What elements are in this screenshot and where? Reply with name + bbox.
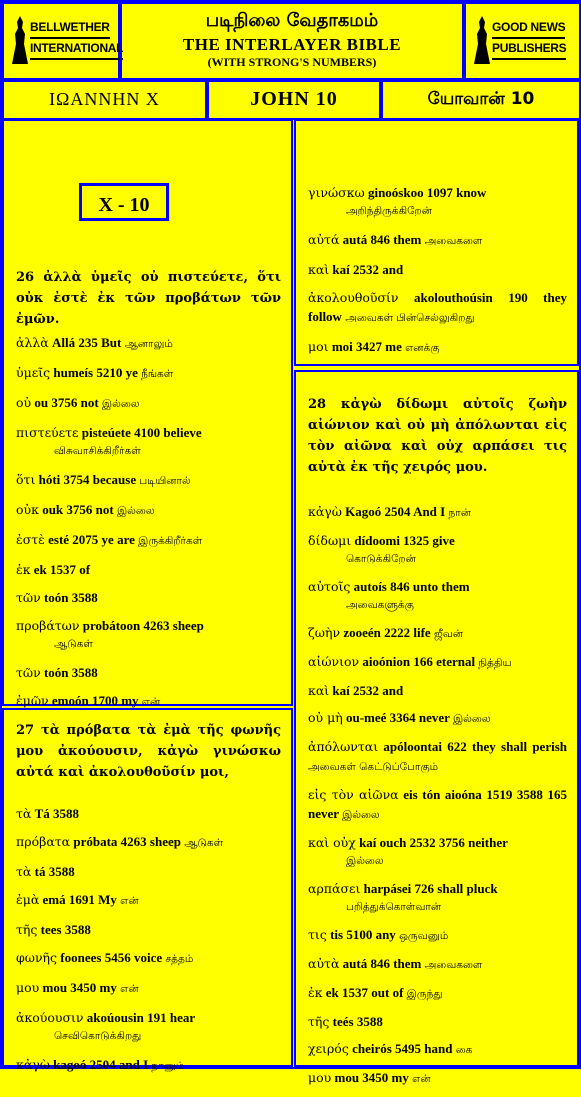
left-logo-line1: BELLWETHER	[30, 18, 110, 39]
greek-word: προβάτων	[16, 618, 80, 633]
word-entry	[308, 1068, 567, 1089]
transliteration-gloss: humeís 5210 ye	[50, 365, 142, 380]
word-entry	[308, 260, 567, 279]
transliteration-gloss: autoís 846 unto them	[350, 579, 470, 594]
verse-27-text: 27 τὰ πρόβατα τὰ ἐμὰ τῆς φωνῆς μου ἀκούουσιν, κἀγὼ γινώσκω αὐτά καὶ ἀκολουθοῦσίν μοι,	[16, 723, 281, 780]
greek-word: ἀλλὰ	[16, 335, 49, 350]
transliteration-gloss: moi 3427 me	[328, 339, 406, 354]
good-news-statue-icon	[472, 14, 492, 66]
greek-word: ζωὴν	[308, 625, 341, 640]
transliteration-gloss: ek 1537 out of	[322, 985, 407, 1000]
title-english: THE INTERLAYER BIBLE	[182, 35, 402, 54]
tamil-gloss: நான்	[448, 507, 471, 519]
transliteration-gloss: tis 5100 any	[326, 927, 400, 942]
word-entry	[308, 737, 567, 777]
word-entry	[308, 983, 567, 1004]
greek-word: τῶν	[16, 665, 41, 680]
word-entry	[16, 423, 281, 461]
word-entry	[16, 1055, 281, 1076]
word-entry	[16, 500, 281, 521]
greek-word: κἀγὼ	[16, 1057, 50, 1072]
tamil-gloss: எனக்கு	[405, 342, 440, 354]
word-entry	[16, 530, 281, 551]
word-entry	[16, 948, 281, 969]
word-entry	[308, 925, 567, 946]
verse-26-text: 26 ἀλλὰ ὑμεῖς οὐ πιστεύετε, ὅτι οὐκ ἐστὲ ἐκ τῶν προβάτων τῶν ἐμῶν.	[16, 270, 281, 327]
word-entry	[16, 920, 281, 939]
transliteration-gloss: harpásei 726 shall pluck	[360, 881, 498, 896]
word-entry	[16, 393, 281, 414]
greek-word: τῆς	[308, 1014, 330, 1029]
transliteration-gloss: kagoó 2504 and I	[49, 1057, 152, 1072]
tamil-gloss: என்	[412, 1073, 431, 1085]
greek-word: αἰώνιον	[308, 654, 360, 669]
reference-english: JOHN 10	[207, 80, 381, 120]
transliteration-gloss: toón 3588	[40, 590, 98, 605]
greek-word: τῶν	[16, 590, 41, 605]
tamil-gloss: ஒருவனும்	[399, 930, 449, 942]
word-entry	[308, 577, 567, 615]
tamil-gloss: நானும்	[151, 1060, 185, 1072]
greek-word: τις	[308, 927, 327, 942]
greek-word: ὅτι	[16, 472, 36, 487]
transliteration-gloss: esté 2075 ye are	[44, 532, 139, 547]
tamil-gloss: நித்திய	[478, 657, 512, 669]
tamil-gloss: படியினால்	[139, 475, 191, 487]
greek-word: φωνῆς	[16, 950, 58, 965]
tamil-gloss: இல்லை	[101, 398, 140, 410]
transliteration-gloss: autá 846 them	[339, 956, 425, 971]
greek-word: τὰ	[16, 806, 32, 821]
title-subtitle: (WITH STRONG'S NUMBERS)	[207, 55, 377, 69]
right-logo-line2: PUBLISHERS	[492, 39, 566, 60]
word-entry	[16, 890, 281, 911]
word-entry	[308, 1039, 567, 1060]
greek-word: οὐ	[16, 395, 32, 410]
greek-word: εἰς τὸν αἰῶνα	[308, 787, 399, 802]
transliteration-gloss: tees 3588	[37, 922, 91, 937]
right-logo-line1: GOOD NEWS	[492, 18, 565, 39]
verse-28-text: 28 κἀγὼ δίδωμι αὐτοῖς ζωὴν αἰώνιον καὶ οὐ μὴ ἀπόλωνται εἰς τὸν αἰῶνα καὶ οὐχ αρπάσει τις αὐτὰ ἐκ τῆς χειρός μου.	[308, 397, 567, 475]
transliteration-gloss: ouk 3756 not	[38, 502, 117, 517]
transliteration-gloss: tá 3588	[31, 864, 75, 879]
tamil-gloss: கொடுக்கிறேன்	[346, 553, 416, 565]
word-entry	[308, 183, 567, 221]
tamil-gloss: இல்லை	[116, 505, 155, 517]
transliteration-gloss: Tá 3588	[31, 806, 80, 821]
transliteration-gloss: apóloontai 622 they shall perish	[378, 739, 567, 754]
word-entry	[16, 862, 281, 881]
greek-word: αρπάσει	[308, 881, 361, 896]
word-entry	[308, 708, 567, 729]
greek-word: πιστεύετε	[16, 425, 79, 440]
transliteration-gloss: teés 3588	[329, 1014, 383, 1029]
transliteration-gloss: cheirós 5495 hand	[348, 1041, 456, 1056]
transliteration-gloss: aioónion 166 eternal	[359, 654, 479, 669]
greek-word: τῆς	[16, 922, 38, 937]
left-logo-line2: INTERNATIONAL	[30, 39, 123, 60]
greek-word: καὶ οὐχ	[308, 835, 356, 850]
verse-27-continued-panel	[294, 119, 579, 366]
word-entry	[308, 785, 567, 825]
transliteration-gloss: hóti 3754 because	[35, 472, 140, 487]
greek-word: πρόβατα	[16, 834, 71, 849]
transliteration-gloss: mou 3450 my	[331, 1070, 413, 1085]
greek-word: ἐκ	[308, 985, 323, 1000]
greek-word: αὐτοῖς	[308, 579, 351, 594]
word-entry	[16, 616, 281, 654]
transliteration-gloss: ou-meé 3364 never	[342, 710, 453, 725]
greek-word: μου	[308, 1070, 332, 1085]
tamil-gloss: இல்லை	[346, 855, 384, 867]
word-entry	[308, 230, 567, 251]
word-entry	[16, 804, 281, 823]
tamil-gloss: ஆடுகள்	[184, 837, 224, 849]
greek-word: αὐτὰ	[308, 956, 340, 971]
good-news-logo	[464, 2, 581, 80]
word-entry	[16, 333, 281, 354]
chapter-box: X - 10	[79, 183, 169, 221]
tamil-gloss: ஆனாலும்	[124, 338, 173, 350]
greek-word: καὶ	[308, 262, 330, 277]
tamil-gloss: இல்லை	[342, 809, 380, 821]
header	[2, 2, 579, 80]
greek-word: ἐμῶν	[16, 693, 49, 708]
word-entry	[308, 954, 567, 975]
tamil-gloss: அவைகளை	[424, 959, 483, 971]
word-entry	[16, 363, 281, 384]
verse-26-panel	[2, 119, 293, 706]
transliteration-gloss: eis tón aioóna 1519 3588 165 never	[308, 787, 567, 821]
word-entry	[308, 337, 567, 358]
greek-word: ἀκολουθοῦσίν	[308, 290, 399, 305]
word-entry	[308, 652, 567, 673]
word-entry	[308, 288, 567, 328]
transliteration-gloss: Kagoó 2504 And I	[341, 504, 449, 519]
word-entry	[16, 832, 281, 853]
word-entry	[308, 681, 567, 700]
word-entry	[308, 502, 567, 523]
tamil-gloss: செவிகொடுக்கிறது	[54, 1030, 142, 1042]
word-entry	[308, 879, 567, 917]
transliteration-gloss: akoúousin 191 hear	[83, 1010, 196, 1025]
transliteration-gloss: kaí 2532 and	[329, 683, 404, 698]
tamil-gloss: அவைகளை	[424, 235, 483, 247]
tamil-gloss: ஆடுகள்	[54, 638, 93, 650]
greek-word: ἀκούουσιν	[16, 1010, 84, 1025]
tamil-gloss: இருந்து	[406, 988, 443, 1000]
tamil-gloss: என்	[141, 696, 161, 708]
title-tamil: படிநிலை வேதாகமம்	[205, 10, 379, 31]
greek-word: γινώσκω	[308, 185, 365, 200]
greek-word: μου	[16, 980, 40, 995]
word-entry	[16, 978, 281, 999]
greek-word: ὑμεῖς	[16, 365, 51, 380]
tamil-gloss: பறித்துக்கொள்வான்	[346, 901, 442, 913]
greek-word: οὐ μὴ	[308, 710, 343, 725]
transliteration-gloss: kaí 2532 and	[329, 262, 404, 277]
greek-word: ἐμὰ	[16, 892, 40, 907]
greek-word: ἐστὲ	[16, 532, 45, 547]
verse-26-word-list	[16, 333, 281, 721]
tamil-gloss: என்	[120, 983, 139, 995]
tamil-gloss: விசுவாசிக்கிறீர்கள்	[54, 445, 141, 457]
greek-word: αὐτά	[308, 232, 340, 247]
transliteration-gloss: toón 3588	[40, 665, 98, 680]
word-entry	[16, 1008, 281, 1046]
greek-word: δίδωμι	[308, 533, 352, 548]
greek-word: ἀπόλωνται	[308, 739, 379, 754]
tamil-gloss: கை	[455, 1044, 473, 1056]
transliteration-gloss: probátoon 4263 sheep	[79, 618, 204, 633]
word-entry	[308, 623, 567, 644]
transliteration-gloss: pisteúete 4100 believe	[78, 425, 202, 440]
transliteration-gloss: akolouthoúsin 190 they follow	[308, 290, 567, 324]
tamil-gloss: இருக்கிறீர்கள்	[138, 535, 203, 547]
transliteration-gloss: foonees 5456 voice	[57, 950, 166, 965]
verse-27-continued-word-list	[308, 183, 567, 367]
transliteration-gloss: emoón 1700 my	[48, 693, 142, 708]
greek-word: χειρός	[308, 1041, 349, 1056]
title-block	[120, 2, 464, 80]
greek-word: ἐκ	[16, 562, 31, 577]
tamil-gloss: ஜீவன்	[433, 628, 463, 640]
transliteration-gloss: Allá 235 But	[48, 335, 125, 350]
word-entry	[308, 1012, 567, 1031]
word-entry	[16, 588, 281, 607]
tamil-gloss: நீங்கள்	[141, 368, 174, 380]
transliteration-gloss: ek 1537 of	[30, 562, 91, 577]
greek-word: τὰ	[16, 864, 32, 879]
tamil-gloss: அவைகள் பின்செல்லுகிறது	[345, 312, 475, 324]
greek-word: οὐκ	[16, 502, 39, 517]
tamil-gloss: அவைகள் கெட்டுப்போகும்	[308, 761, 439, 773]
transliteration-gloss: zooeén 2222 life	[340, 625, 434, 640]
tamil-gloss: என்	[120, 895, 139, 907]
verse-28-word-list	[308, 502, 567, 1097]
transliteration-gloss: ginoóskoo 1097 know	[364, 185, 487, 200]
tamil-gloss: அறிந்திருக்கிறேன்	[346, 205, 432, 217]
word-entry	[16, 470, 281, 491]
transliteration-gloss: mou 3450 my	[39, 980, 121, 995]
word-entry	[16, 560, 281, 579]
greek-word: καὶ	[308, 683, 330, 698]
bellwether-statue-icon	[10, 14, 30, 66]
word-entry	[308, 833, 567, 871]
transliteration-gloss: ou 3756 not	[31, 395, 102, 410]
tamil-gloss: இல்லை	[452, 713, 491, 725]
greek-word: κἀγὼ	[308, 504, 342, 519]
word-entry	[16, 663, 281, 682]
transliteration-gloss: autá 846 them	[339, 232, 425, 247]
verse-27-panel	[2, 708, 293, 1072]
verse-27-word-list	[16, 804, 281, 1085]
tamil-gloss: அவைகளுக்கு	[346, 599, 414, 611]
tamil-gloss: சத்தம்	[165, 953, 194, 965]
transliteration-gloss: dídoomi 1325 give	[351, 533, 455, 548]
reference-tamil: யோவான் 10	[381, 80, 581, 120]
greek-word: μοι	[308, 339, 329, 354]
transliteration-gloss: emá 1691 My	[39, 892, 121, 907]
bellwether-logo	[2, 2, 124, 80]
verse-28-panel	[294, 370, 579, 1085]
word-entry	[308, 531, 567, 569]
reference-greek: ΙΩΑΝΝΗΝ Χ	[2, 80, 207, 120]
transliteration-gloss: próbata 4263 sheep	[70, 834, 185, 849]
transliteration-gloss: kaí ouch 2532 3756 neither	[355, 835, 508, 850]
